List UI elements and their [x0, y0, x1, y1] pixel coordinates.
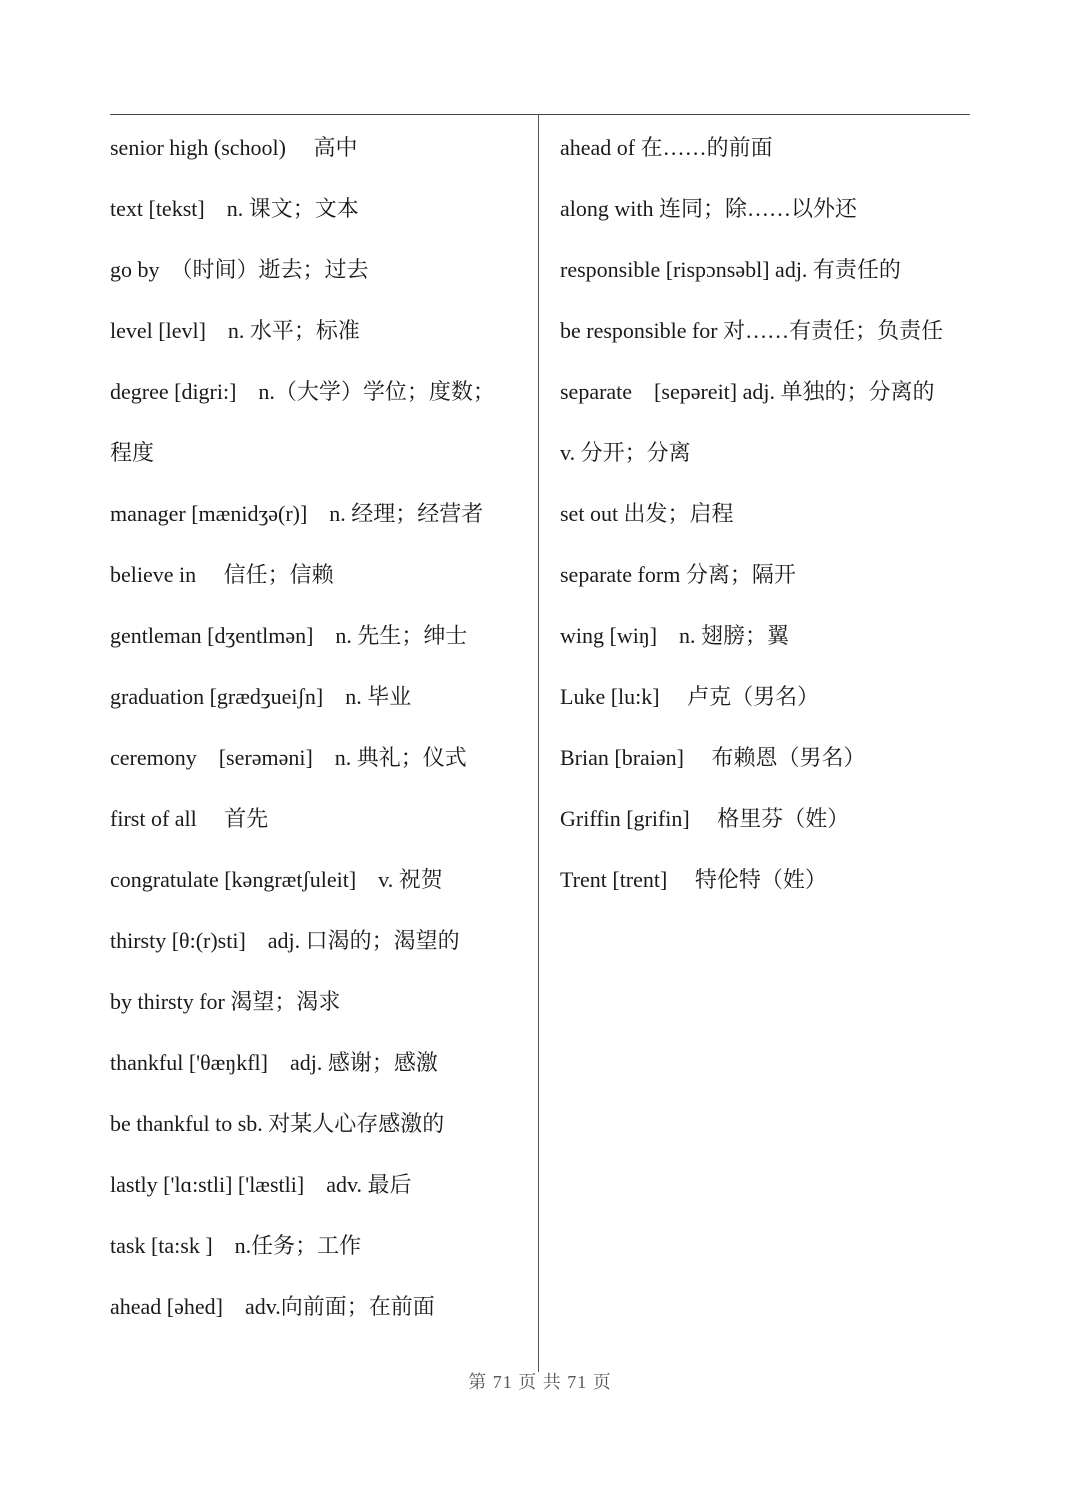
vocab-line: degree [digri:] n.（大学）学位；度数； [110, 379, 495, 404]
left-column [110, 117, 530, 1337]
vocab-line: gentleman [dʒentlmən] n. 先生；绅士 [110, 623, 468, 648]
vocab-line: text [tekst] n. 课文；文本 [110, 196, 359, 221]
vocab-line: go by （时间）逝去；过去 [110, 257, 369, 282]
vocab-line: manager [mænidʒə(r)] n. 经理；经营者 [110, 501, 484, 526]
vocab-line: along with 连同；除……以外还 [560, 196, 857, 221]
vocab-line: thirsty [θ:(r)sti] adj. 口渴的；渴望的 [110, 928, 460, 953]
right-column [560, 117, 980, 910]
vocab-line: congratulate [kəngrætʃuleit] v. 祝贺 [110, 867, 443, 892]
column-divider [538, 114, 539, 1372]
vocab-line: lastly ['lɑ:stli] ['læstli] adv. 最后 [110, 1172, 412, 1197]
vocab-line: ahead [əhed] adv.向前面；在前面 [110, 1294, 435, 1319]
page-footer: 第 71 页 共 71 页 [468, 1372, 612, 1392]
vocab-line: by thirsty for 渴望；渴求 [110, 989, 341, 1014]
vocab-line: Trent [trent] 特伦特（姓） [560, 867, 827, 892]
vocab-line: 程度 [110, 440, 155, 465]
vocab-line: graduation [grædʒueiʃn] n. 毕业 [110, 684, 412, 709]
vocab-line: ceremony [serəməni] n. 典礼；仪式 [110, 745, 467, 770]
vocab-line: responsible [rispɔnsəbl] adj. 有责任的 [560, 257, 901, 282]
vocab-line: level [levl] n. 水平；标准 [110, 318, 360, 343]
vocab-line: separate form 分离；隔开 [560, 562, 796, 587]
vocab-line: believe in 信任；信赖 [110, 562, 334, 587]
vocab-line: be thankful to sb. 对某人心存感激的 [110, 1111, 445, 1136]
vocab-line: thankful ['θæŋkfl] adj. 感谢；感激 [110, 1050, 438, 1075]
vocab-line: Brian [braiən] 布赖恩（男名） [560, 745, 866, 770]
vocab-line: separate [sepəreit] adj. 单独的；分离的 [560, 379, 935, 404]
vocab-line: set out 出发；启程 [560, 501, 734, 526]
vocab-line: v. 分开；分离 [560, 440, 691, 465]
vocab-line: Luke [lu:k] 卢克（男名） [560, 684, 820, 709]
vocab-line: senior high (school) 高中 [110, 135, 358, 160]
top-rule [110, 114, 970, 115]
vocab-line: Griffin [grifin] 格里芬（姓） [560, 806, 850, 831]
vocab-line: task [ta:sk ] n.任务；工作 [110, 1233, 362, 1258]
vocab-line: first of all 首先 [110, 806, 269, 831]
vocab-line: ahead of 在……的前面 [560, 135, 773, 160]
vocab-line: be responsible for 对……有责任；负责任 [560, 318, 944, 343]
vocab-line: wing [wiŋ] n. 翅膀；翼 [560, 623, 790, 648]
